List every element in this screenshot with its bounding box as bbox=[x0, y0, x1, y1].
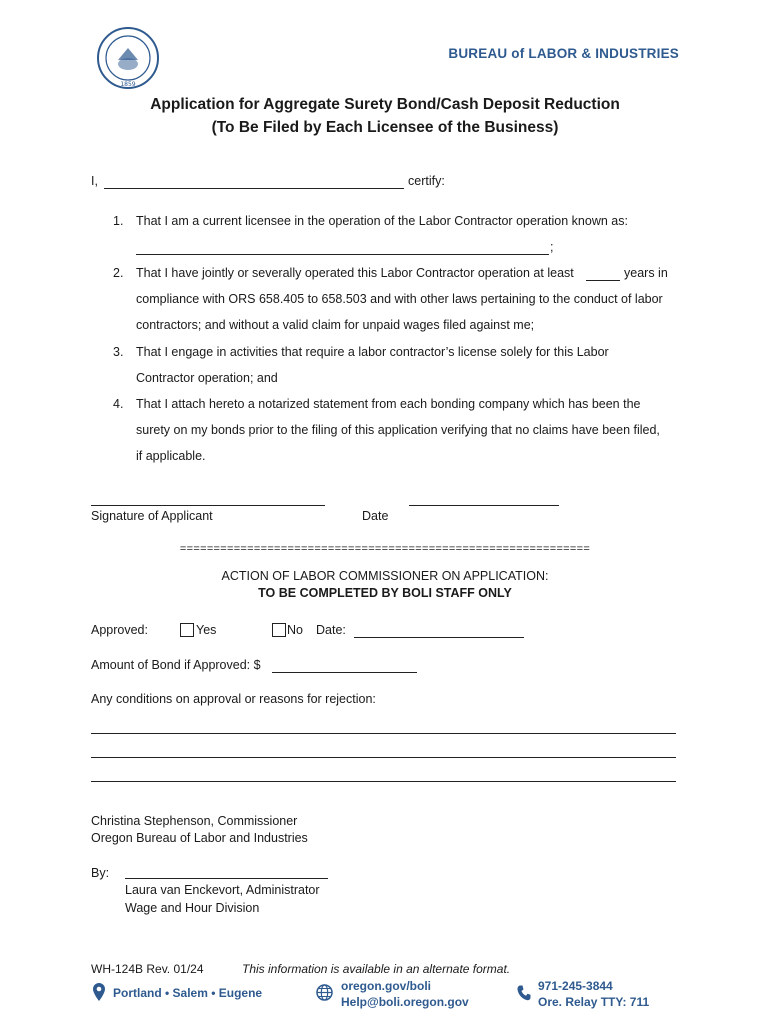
by-label: By: bbox=[91, 866, 110, 880]
administrator-name: Laura van Enckevort, Administrator bbox=[125, 883, 320, 897]
website-link[interactable]: oregon.gov/boli bbox=[341, 979, 431, 993]
item-number: 1. bbox=[113, 214, 124, 228]
item-text: That I have jointly or severally operated this Labor Contractor operation at least bbox=[136, 266, 574, 280]
conditions-field[interactable] bbox=[91, 733, 676, 734]
bond-amount-field[interactable] bbox=[272, 672, 417, 673]
bond-amount-label: Amount of Bond if Approved: $ bbox=[91, 658, 261, 672]
item-number: 3. bbox=[113, 345, 124, 359]
email-link[interactable]: Help@boli.oregon.gov bbox=[341, 995, 469, 1009]
certify-suffix: certify: bbox=[408, 174, 445, 188]
conditions-field[interactable] bbox=[91, 781, 676, 782]
applicant-date-field[interactable] bbox=[409, 505, 559, 506]
location-pin-icon bbox=[93, 983, 105, 1001]
item-text: surety on my bonds prior to the filing of this application verifying that no claims have been filed, bbox=[136, 423, 660, 437]
conditions-field[interactable] bbox=[91, 757, 676, 758]
staff-only-heading: TO BE COMPLETED BY BOLI STAFF ONLY bbox=[258, 586, 512, 600]
globe-icon bbox=[316, 984, 333, 1001]
administrator-signature-field[interactable] bbox=[125, 878, 328, 879]
action-heading: ACTION OF LABOR COMMISSIONER ON APPLICATION: bbox=[221, 569, 549, 583]
no-checkbox[interactable] bbox=[272, 623, 286, 637]
item-number: 4. bbox=[113, 397, 124, 411]
form-id: WH-124B Rev. 01/24 bbox=[91, 962, 204, 976]
commissioner-org: Oregon Bureau of Labor and Industries bbox=[91, 831, 308, 845]
applicant-signature-field[interactable] bbox=[91, 505, 325, 506]
item-text: contractors; and without a valid claim for unpaid wages filed against me; bbox=[136, 318, 535, 332]
item-text: That I engage in activities that require a labor contractor’s license solely for this Labor bbox=[136, 345, 609, 359]
item-number: 2. bbox=[113, 266, 124, 280]
agency-name: BUREAU of LABOR & INDUSTRIES bbox=[448, 46, 679, 61]
relay-tty: Ore. Relay TTY: 711 bbox=[538, 995, 650, 1009]
licensee-name-field[interactable] bbox=[104, 188, 404, 189]
yes-label: Yes bbox=[196, 623, 217, 637]
item-text: compliance with ORS 658.405 to 658.503 and with other laws pertaining to the conduct of labor bbox=[136, 292, 663, 306]
item-text: Contractor operation; and bbox=[136, 371, 278, 385]
form-title: Application for Aggregate Surety Bond/Cash Deposit Reduction bbox=[150, 96, 620, 113]
approval-date-label: Date: bbox=[316, 623, 346, 637]
date-label: Date bbox=[362, 509, 389, 523]
oregon-state-seal bbox=[96, 26, 160, 90]
certify-prefix: I, bbox=[91, 174, 98, 188]
years-field[interactable] bbox=[586, 280, 620, 281]
signature-label: Signature of Applicant bbox=[91, 509, 213, 523]
commissioner-name: Christina Stephenson, Commissioner bbox=[91, 814, 298, 828]
item-text: years in bbox=[624, 266, 668, 280]
item-text: if applicable. bbox=[136, 449, 206, 463]
section-divider: ============================================================= bbox=[179, 543, 591, 555]
office-locations: Portland • Salem • Eugene bbox=[113, 986, 263, 1000]
item-text: That I attach hereto a notarized statement from each bonding company which has been the bbox=[136, 397, 641, 411]
no-label: No bbox=[287, 623, 303, 637]
svg-text:1859: 1859 bbox=[120, 81, 136, 88]
alternate-format-note: This information is available in an alternate format. bbox=[242, 962, 511, 976]
item-text: ; bbox=[550, 240, 554, 254]
yes-checkbox[interactable] bbox=[180, 623, 194, 637]
conditions-label: Any conditions on approval or reasons for rejection: bbox=[91, 692, 376, 706]
item-text: That I am a current licensee in the operation of the Labor Contractor operation known as: bbox=[136, 214, 628, 228]
phone-number[interactable]: 971-245-3844 bbox=[538, 979, 613, 993]
approved-label: Approved: bbox=[91, 623, 148, 637]
phone-icon bbox=[517, 985, 531, 1001]
division-name: Wage and Hour Division bbox=[125, 901, 260, 915]
form-subtitle: (To Be Filed by Each Licensee of the Business) bbox=[211, 119, 559, 136]
approval-date-field[interactable] bbox=[354, 637, 524, 638]
operation-name-field[interactable] bbox=[136, 254, 549, 255]
